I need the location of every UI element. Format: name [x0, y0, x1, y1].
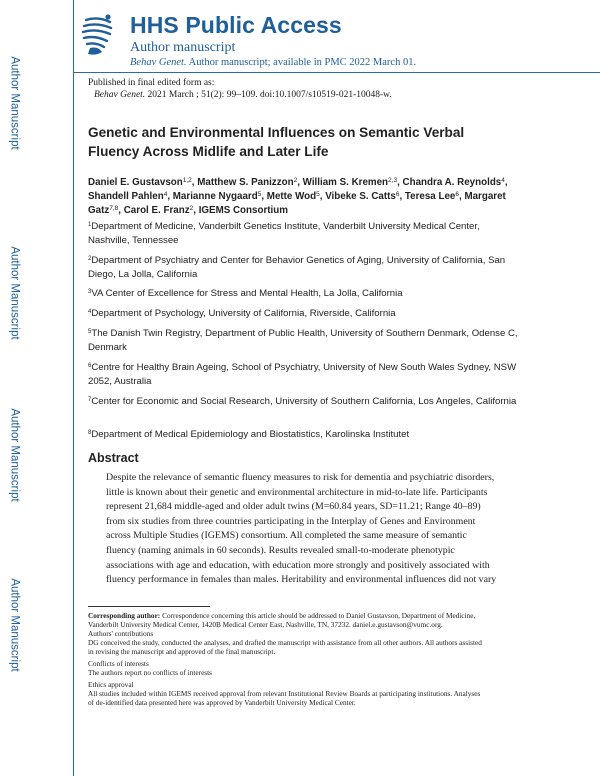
- contributions-heading: Authors' contributions: [88, 629, 154, 638]
- author-affiliation-marker: 6: [395, 190, 400, 198]
- author-name: Daniel E. Gustavson: [88, 177, 183, 188]
- author-list: Daniel E. Gustavson$^{1,2}$, Matthew S. Panizzon$^2$, William S. Kremen$^{2,3}$, Chandra A. Reynolds$^4$, Shandell Pahlen$^4$, Marianne Nygaard$^5$, Mette Wod$^5$, Vibeke S. Catts$^6$, Teresa Lee$^6$, Margaret Gatz$^{7,8}$, Carol E. Franz$^2$, IGEMS Consortium: [88, 177, 508, 216]
- sidebar-label: Author Manuscript: [9, 246, 22, 340]
- affiliation-item: [88, 307, 518, 321]
- affiliation-text: Department of Psychology, University of California, Riverside, California: [91, 308, 396, 319]
- published-label: Published in final edited form as:: [88, 78, 215, 88]
- abstract-line: represent 21,684 middle-aged and older adult twins (M=60.84 years, SD=11.21; Range 40–89): [106, 501, 481, 513]
- publication-citation: [94, 90, 392, 100]
- author-affiliation-marker: 4: [501, 177, 505, 184]
- affiliation-text: VA Center of Excellence for Stress and Mental Health, La Jolla, California: [91, 288, 403, 299]
- abstract-line: Despite the relevance of semantic fluency measures to risk for dementia and psychiatric disorders,: [106, 472, 495, 483]
- affiliation-text: Center for Economic and Social Research, University of Southern California, Los Angeles, California: [91, 396, 517, 407]
- affiliation-item: [88, 254, 518, 281]
- author-name: Mette Wod: [266, 190, 317, 202]
- abstract-heading: Abstract: [88, 451, 139, 465]
- affiliation-number: 3: [88, 289, 92, 295]
- author-name: Margaret Gatz: [88, 190, 506, 216]
- hhs-eagle-icon: [80, 10, 116, 60]
- author-affiliation-marker: 4: [163, 190, 168, 198]
- availability-text: Author manuscript; available in PMC 2022 March 01.: [186, 57, 417, 68]
- affiliation-number: 4: [88, 309, 92, 315]
- citation-details: 2021 March ; 51(2): 99–109. doi:10.1007/s10519-021-10048-w.: [145, 90, 392, 100]
- affiliation-item: [88, 327, 518, 354]
- affiliation-item: [88, 395, 518, 409]
- affiliation-text: The Danish Twin Registry, Department of Public Health, University of Southern Denmark, Odense C, Denmark: [88, 328, 518, 353]
- abstract-line: associations with age and education, with education more strongly and positively associated with: [106, 559, 490, 571]
- sidebar-label: Author Manuscript: [9, 408, 22, 502]
- author-affiliation-marker: 2: [293, 177, 298, 184]
- author-name: IGEMS Consortium: [198, 204, 288, 216]
- author-affiliation-marker: 7,8: [109, 204, 119, 212]
- paper-title: Genetic and Environmental Influences on Semantic Verbal Fluency Across Midlife and Later Life: [88, 125, 465, 159]
- ethics-text: of de-identified data presented here was approved by Vanderbilt University Medical Center.: [88, 698, 356, 707]
- journal-name: Behav Genet.: [94, 90, 146, 100]
- ethics-heading: Ethics approval: [88, 680, 134, 689]
- author-name: Chandra A. Reynolds: [402, 177, 502, 188]
- author-name: Teresa Lee: [404, 190, 456, 202]
- affiliation-item: [88, 361, 518, 388]
- author-affiliation-marker: 5: [316, 190, 320, 198]
- author-affiliation-marker: 1,2: [182, 177, 192, 184]
- hhs-public-access-title: HHS Public Access: [130, 12, 342, 38]
- affiliation-item: [88, 287, 518, 301]
- author-name: Shandell Pahlen: [88, 190, 164, 202]
- affiliation-number: 5: [88, 329, 92, 335]
- abstract-line: fluency (naming animals in 60 seconds). Results revealed small-to-moderate phenotypic: [106, 545, 455, 556]
- corresponding-author-note: Corresponding author: Correspondence concerning this article should be addressed to Daniel Gustavson, Department of Medicine,: [88, 611, 476, 620]
- left-margin-rule: [73, 0, 74, 776]
- author-affiliation-marker: 2: [189, 204, 194, 212]
- author-affiliation-marker: 6: [455, 190, 459, 198]
- author-manuscript-subtitle: Author manuscript: [130, 40, 236, 55]
- conflicts-heading: Conflicts of interests: [88, 659, 149, 668]
- affiliation-number: 1: [88, 222, 92, 228]
- author-affiliation-marker: 5: [257, 190, 262, 198]
- ethics-text: All studies included within IGEMS received approval from relevant Institutional Review Boards at participating institutions. Analyses: [88, 689, 481, 698]
- contributions-text: DG conceived the study, conducted the analyses, and drafted the manuscript with assistance from all other authors. All authors assisted: [88, 638, 482, 647]
- affiliation-number: 6: [88, 363, 92, 369]
- affiliation-item: [88, 428, 518, 442]
- abstract-line: little is known about their genetic and environmental architecture in mid-to-late life. Participants: [106, 486, 488, 498]
- affiliation-number: 8: [88, 430, 92, 436]
- author-name: Matthew S. Panizzon: [197, 177, 294, 188]
- author-name: Vibeke S. Catts: [325, 190, 396, 202]
- author-name: Carol E. Franz: [123, 204, 190, 216]
- affiliation-text: Department of Psychiatry and Center for Behavior Genetics of Aging, University of California, San Diego, La Jolla, California: [88, 255, 506, 280]
- affiliation-text: Centre for Healthy Brain Ageing, School of Psychiatry, University of New South Wales Sydney, NSW 2052, Australia: [88, 362, 517, 387]
- contributions-text: in revising the manuscript and approved of the final manuscript.: [88, 647, 276, 656]
- affiliation-text: Department of Medicine, Vanderbilt Genetics Institute, Vanderbilt University Medical Center, Nashville, Tennessee: [88, 221, 480, 246]
- author-affiliation-marker: 2,3: [388, 177, 398, 184]
- affiliation-number: 7: [88, 397, 92, 403]
- author-name: Marianne Nygaard: [172, 190, 258, 202]
- author-name: William S. Kremen: [302, 177, 389, 188]
- abstract-line: from six studies from three countries participating in the Interplay of Genes and Environment: [106, 515, 476, 527]
- sidebar-label: Author Manuscript: [9, 56, 22, 150]
- affiliation-text: Department of Medical Epidemiology and Biostatistics, Karolinska Institutet: [91, 429, 410, 440]
- affiliation-number: 2: [88, 256, 92, 262]
- availability-line: [130, 57, 416, 68]
- sidebar-label: Author Manuscript: [9, 578, 22, 672]
- corresponding-author-address: Vanderbilt University Medical Center, 1420B Medical Center East, Nashville, TN, 37232. daniel.e.gustavson@vumc.org.: [88, 620, 443, 629]
- conflicts-text: The authors report no conflicts of interests: [88, 668, 213, 677]
- journal-name: Behav Genet.: [130, 57, 187, 68]
- abstract-line: across Multiple Studies (IGEMS) consortium. All completed the same measure of semantic: [106, 530, 467, 542]
- header-rule: [73, 72, 600, 73]
- abstract-line: fluency performance in females than males. Heritability and environmental influences did not vary: [106, 574, 497, 586]
- affiliation-item: [88, 220, 518, 247]
- footnote-rule: [88, 606, 210, 607]
